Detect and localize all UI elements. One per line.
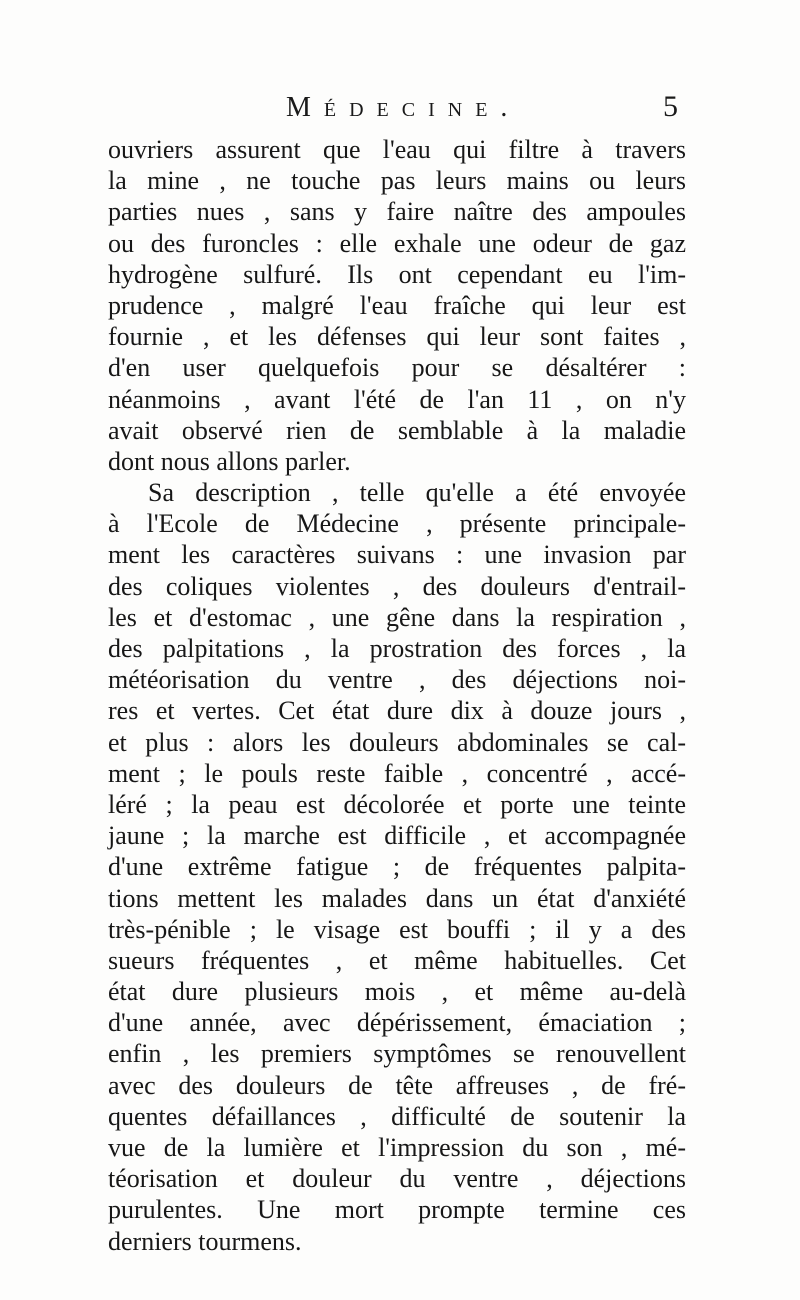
body-text (108, 134, 686, 1257)
text-line: état dure plusieurs mois , et même au-delà (108, 977, 686, 1007)
text-line: parties nues , sans y faire naître des ampoules (108, 197, 686, 227)
paragraph (108, 477, 686, 1257)
text-line: enfin , les premiers symptômes se renouvellent (108, 1039, 686, 1069)
running-head (110, 92, 690, 132)
text-line: Sa description , telle qu'elle a été envoyée (148, 478, 686, 508)
text-line: et plus : alors les douleurs abdominales se cal- (108, 727, 686, 757)
text-line: d'en user quelquefois pour se désaltérer : (108, 353, 686, 383)
paragraph (108, 134, 686, 477)
text-line: avait observé rien de semblable à la maladie (108, 415, 686, 445)
text-line: jaune ; la marche est difficile , et accompagnée (108, 821, 686, 851)
text-line: purulentes. Une mort prompte termine ces (108, 1195, 686, 1225)
text-line: téorisation et douleur du ventre , déjections (108, 1164, 686, 1194)
text-line: ouvriers assurent que l'eau qui filtre à travers (108, 135, 686, 164)
text-line: météorisation du ventre , des déjections noi- (108, 665, 686, 695)
text-line: la mine , ne touche pas leurs mains ou leurs (108, 166, 686, 196)
text-line: dont nous allons parler. (108, 446, 351, 476)
text-line: ment ; le pouls reste faible , concentré , accé- (108, 758, 686, 788)
text-line: fournie , et les défenses qui leur sont faites , (108, 322, 686, 352)
text-line: derniers tourmens. (108, 1226, 302, 1256)
text-line: ou des furoncles : elle exhale une odeur de gaz (108, 228, 686, 258)
text-line: léré ; la peau est décolorée et porte une teinte (108, 789, 686, 819)
running-title: Médecine. (286, 92, 521, 123)
text-line: prudence , malgré l'eau fraîche qui leur est (108, 290, 686, 320)
text-line: ment les caractères suivans : une invasion par (108, 540, 686, 570)
text-line: très-pénible ; le visage est bouffi ; il y a des (108, 914, 686, 944)
text-line: des palpitations , la prostration des forces , la (108, 634, 686, 663)
text-line: sueurs fréquentes , et même habituelles. Cet (108, 945, 686, 975)
text-line: avec des douleurs de tête affreuses , de fré- (108, 1070, 686, 1100)
text-line: d'une extrême fatigue ; de fréquentes palpita- (108, 852, 686, 882)
text-line: d'une année, avec dépérissement, émaciation ; (108, 1008, 686, 1038)
text-line: tions mettent les malades dans un état d'anxiété (108, 883, 686, 913)
text-line: à l'Ecole de Médecine , présente principale- (108, 509, 686, 539)
text-line: vue de la lumière et l'impression du son , mé- (108, 1133, 686, 1162)
text-line: des coliques violentes , des douleurs d'entrail- (108, 571, 686, 601)
text-line: néanmoins , avant l'été de l'an 11 , on n'y (108, 384, 686, 414)
text-line: les et d'estomac , une gêne dans la respiration , (108, 602, 686, 632)
text-line: hydrogène sulfuré. Ils ont cependant eu l'im- (108, 259, 686, 289)
text-line: res et vertes. Cet état dure dix à douze jours , (108, 696, 686, 726)
text-line: quentes défaillances , difficulté de soutenir la (108, 1101, 686, 1131)
page-number: 5 (663, 90, 678, 123)
